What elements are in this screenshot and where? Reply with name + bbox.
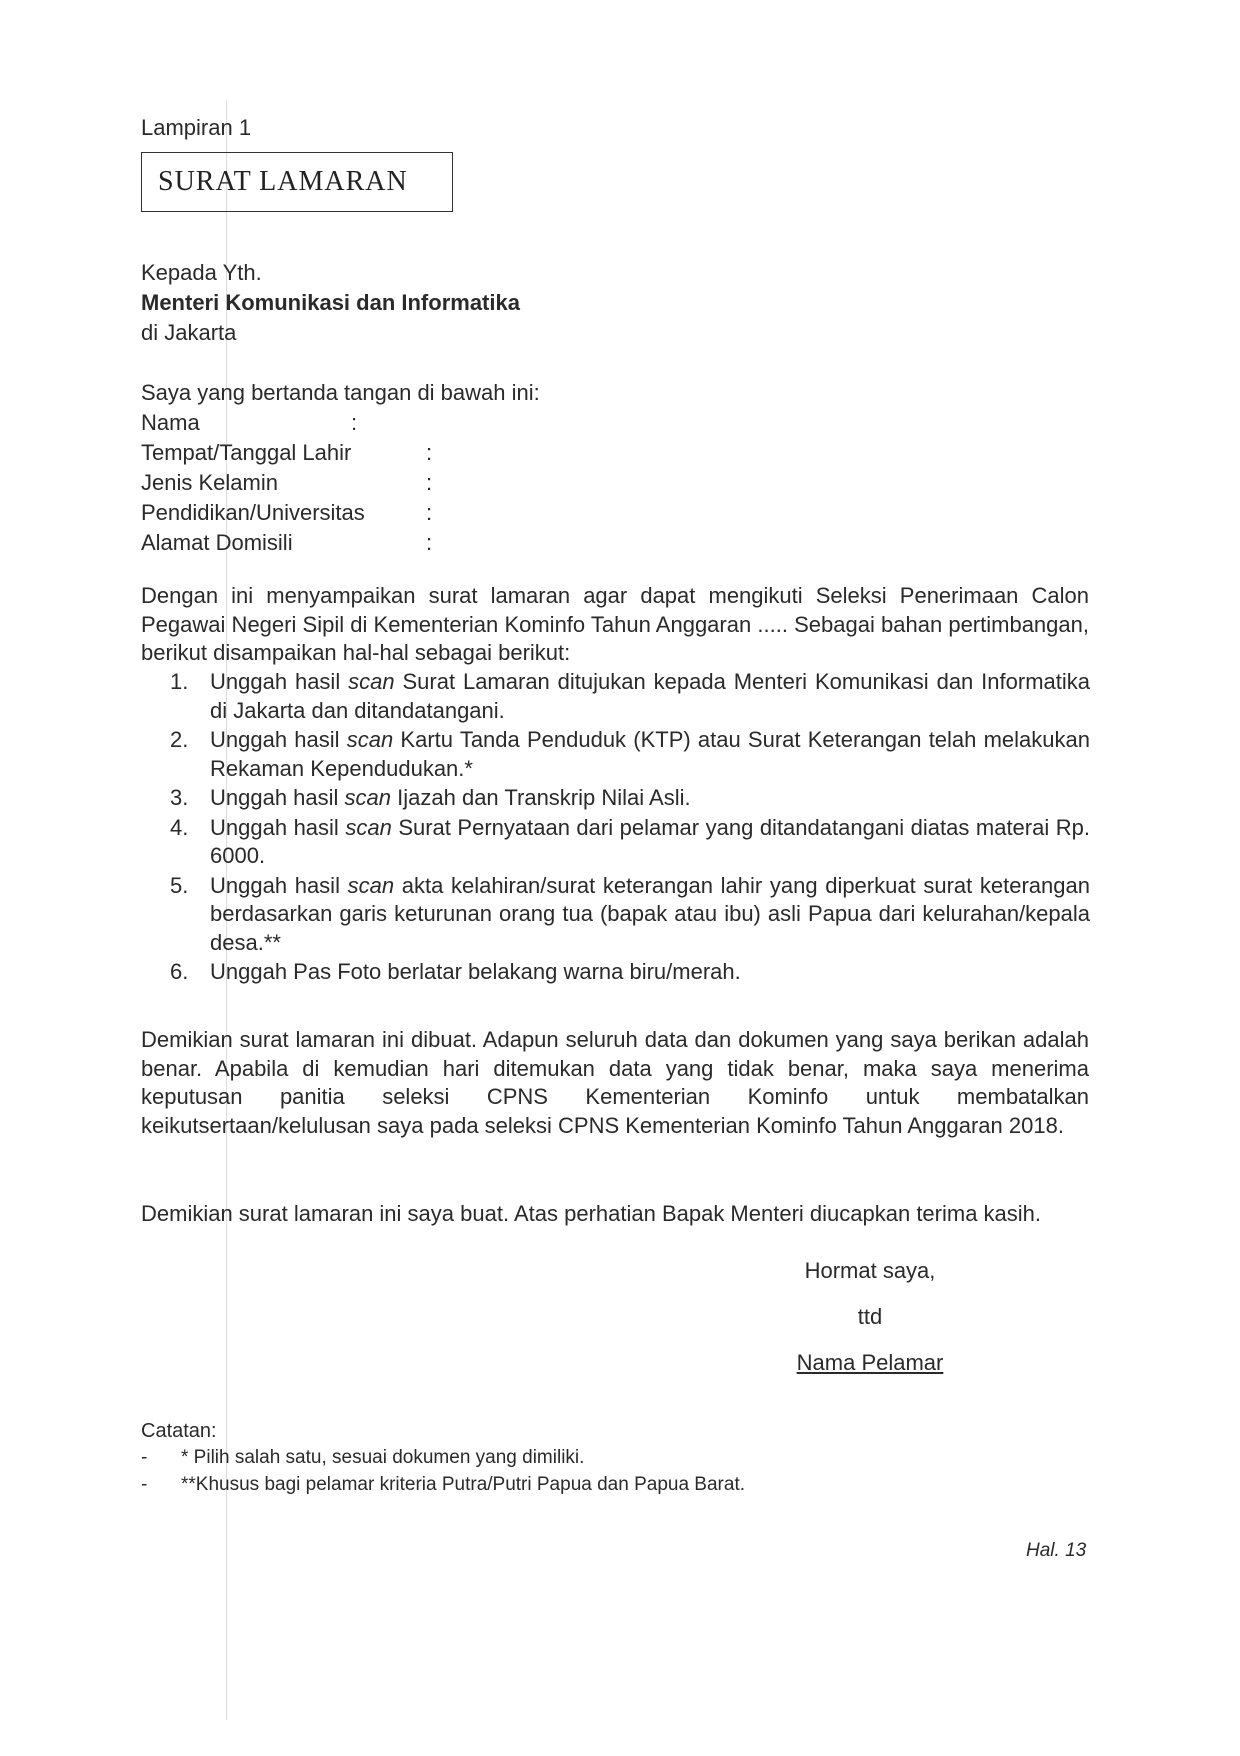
list-text: Unggah hasil scan Surat Pernyataan dari pelamar yang ditandatangani diatas materai Rp. 6000. (210, 814, 1090, 868)
list-number: 2. (170, 727, 189, 752)
field-colon: : (426, 440, 433, 465)
list-text: Unggah hasil scan Kartu Tanda Penduduk (KTP) atau Surat Keterangan telah melakukan Rekaman Kependudukan.* (210, 727, 1090, 781)
field-colon: : (426, 530, 433, 555)
document-title: SURAT LAMARAN (158, 166, 408, 197)
field-label: Jenis Kelamin (141, 470, 278, 495)
list-number: 4. (170, 814, 189, 840)
list-item (170, 872, 1090, 958)
requirements-list (170, 668, 1090, 988)
paragraph-intro: Dengan ini menyampaikan surat lamaran agar dapat mengikuti Seleksi Penerimaan Calon Pegawai Negeri Sipil di Kementerian Kominfo Tahun Anggaran ..... Sebagai bahan pertimbangan, berikut disampaikan hal-hal sebagai berikut: (141, 583, 1089, 665)
closing-regards: Hormat saya, (804, 1258, 936, 1283)
attachment-label: Lampiran 1 (141, 115, 252, 140)
field-label: Nama (141, 410, 200, 435)
list-item (170, 784, 1090, 813)
list-item (170, 958, 1090, 987)
field-colon: : (426, 500, 433, 525)
title-box (141, 152, 453, 212)
field-colon: : (351, 410, 358, 435)
notes-heading: Catatan: (141, 1420, 217, 1442)
note-item (141, 1444, 745, 1471)
list-number: 6. (170, 959, 189, 984)
paragraph-closing: Demikian surat lamaran ini saya buat. Atas perhatian Bapak Menteri diucapkan terima kasih. (141, 1201, 1042, 1226)
note-text: * Pilih salah satu, sesuai dokumen yang dimiliki. (181, 1447, 585, 1468)
field-label: Alamat Domisili (141, 530, 293, 555)
note-dash: - (141, 1474, 148, 1495)
note-item (141, 1471, 745, 1498)
recipient-name: Menteri Komunikasi dan Informatika (141, 290, 520, 315)
list-number: 3. (170, 785, 189, 810)
recipient-location: di Jakarta (141, 320, 237, 345)
applicant-fields (141, 408, 541, 558)
field-row (141, 468, 541, 498)
recipient-block (141, 258, 520, 348)
list-text: Unggah hasil scan Surat Lamaran ditujukan kepada Menteri Komunikasi dan Informatika di Jakarta dan ditandatangani. (210, 669, 1090, 723)
list-number: 1. (170, 669, 189, 694)
field-label: Pendidikan/Universitas (141, 500, 365, 525)
list-item (170, 814, 1090, 871)
list-number: 5. (170, 872, 189, 898)
page-number: Hal. 13 (1026, 1540, 1087, 1561)
signature-mark: ttd (857, 1304, 883, 1329)
field-row (141, 408, 541, 438)
recipient-salutation: Kepada Yth. (141, 260, 262, 285)
list-text: Unggah Pas Foto berlatar belakang warna biru/merah. (210, 959, 741, 984)
intro-line: Saya yang bertanda tangan di bawah ini: (141, 380, 540, 405)
applicant-name: Nama Pelamar (796, 1350, 944, 1375)
note-dash: - (141, 1447, 148, 1468)
field-row (141, 438, 541, 468)
paragraph-declaration: Demikian surat lamaran ini dibuat. Adapun seluruh data dan dokumen yang saya berikan adalah benar. Apabila di kemudian hari ditemukan data yang tidak benar, maka saya menerima keputusan panitia seleksi CPNS Kementerian Kominfo untuk membatalkan keikutsertaan/kelulusan saya pada seleksi CPNS Kementerian Kominfo Tahun Anggaran 2018. (141, 1027, 1089, 1138)
note-text: **Khusus bagi pelamar kriteria Putra/Putri Papua dan Papua Barat. (181, 1474, 745, 1495)
field-row (141, 528, 541, 558)
list-text: Unggah hasil scan akta kelahiran/surat keterangan lahir yang diperkuat surat keterangan berdasarkan garis keturunan orang tua (bapak atau ibu) asli Papua dari kelurahan/kepala desa.** (210, 872, 1090, 955)
field-row (141, 498, 541, 528)
list-item (170, 726, 1090, 783)
field-colon: : (426, 470, 433, 495)
notes-list (141, 1444, 745, 1498)
field-label: Tempat/Tanggal Lahir (141, 440, 352, 465)
list-item (170, 668, 1090, 725)
list-text: Unggah hasil scan Ijazah dan Transkrip Nilai Asli. (210, 785, 691, 810)
